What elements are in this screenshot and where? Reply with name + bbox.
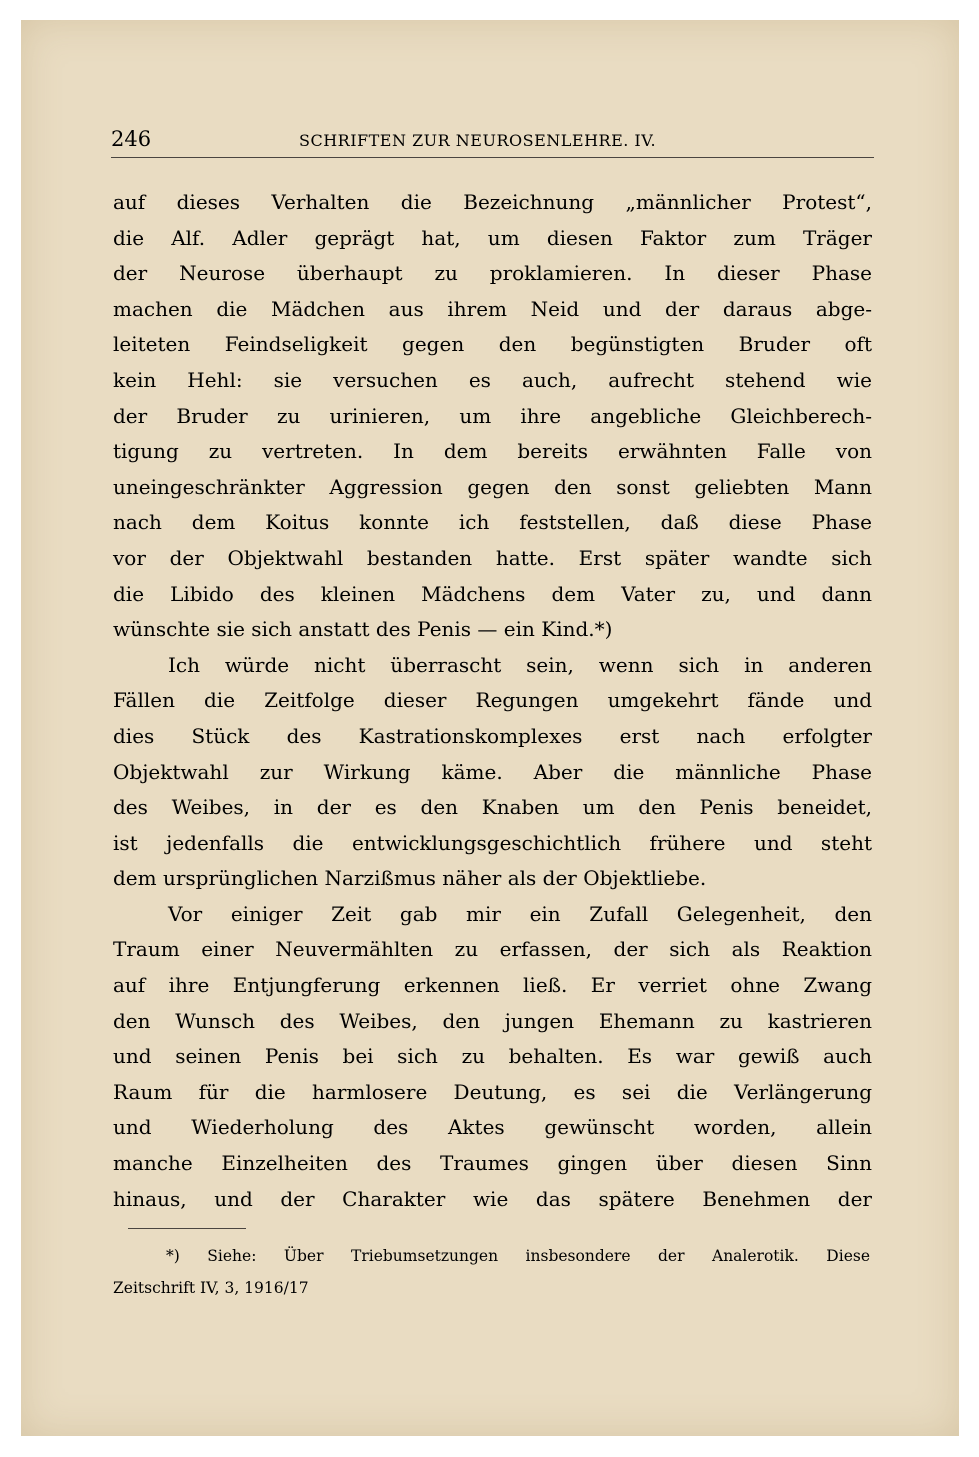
text-line: Raum für die harmlosere Deutung, es sei die Verlängerung [113,1079,872,1104]
text-line: kein Hehl: sie versuchen es auch, aufrecht stehend wie [113,367,872,392]
text-line: die Libido des kleinen Mädchens dem Vater zu, und dann [113,581,872,606]
text-line: machen die Mädchen aus ihrem Neid und der daraus abge- [113,296,872,321]
text-line: wünschte sie sich anstatt des Penis — ein Kind.*) [113,617,613,642]
text-line: der Bruder zu urinieren, um ihre angebliche Gleichberech- [113,403,872,428]
text-line: hinaus, und der Charakter wie das spätere Benehmen der [113,1186,872,1211]
text-line: Ich würde nicht überrascht sein, wenn sich in anderen [168,652,872,677]
text-line: und seinen Penis bei sich zu behalten. Es war gewiß auch [113,1044,872,1069]
footnote-line: Zeitschrift IV, 3, 1916/17 [113,1279,309,1297]
text-line: und Wiederholung des Aktes gewünscht worden, allein [113,1115,872,1140]
text-line: vor der Objektwahl bestanden hatte. Erst später wandte sich [113,545,872,570]
body-text [113,185,872,1217]
page-number: 246 [111,127,152,151]
text-line: dies Stück des Kastrationskomplexes erst nach erfolgter [113,723,872,748]
text-line: uneingeschränkter Aggression gegen den sonst geliebten Mann [113,474,872,499]
header-rule [111,157,874,158]
text-line: Fällen die Zeitfolge dieser Regungen umgekehrt fände und [113,688,872,713]
page-header [111,127,874,157]
footnote [113,1240,870,1304]
text-line: ist jedenfalls die entwicklungsgeschichtlich frühere und steht [113,830,872,855]
text-line: Traum einer Neuvermählten zu erfassen, der sich als Reaktion [113,937,872,962]
text-line: nach dem Koitus konnte ich feststellen, daß diese Phase [113,510,872,535]
text-line: tigung zu vertreten. In dem bereits erwähnten Falle von [113,439,872,464]
text-line: des Weibes, in der es den Knaben um den Penis beneidet, [113,795,872,820]
footnote-rule [128,1228,246,1229]
text-line: Vor einiger Zeit gab mir ein Zufall Gelegenheit, den [168,901,872,926]
text-line: den Wunsch des Weibes, den jungen Ehemann zu kastrieren [113,1008,872,1033]
text-line: die Alf. Adler geprägt hat, um diesen Faktor zum Träger [113,225,872,250]
text-line: der Neurose überhaupt zu proklamieren. In dieser Phase [113,261,872,286]
text-line: dem ursprünglichen Narzißmus näher als der Objektliebe. [113,866,707,891]
text-line: auf dieses Verhalten die Bezeichnung „männlicher Protest“, [113,190,872,214]
text-line: auf ihre Entjungferung erkennen ließ. Er verriet ohne Zwang [113,973,872,998]
text-line: manche Einzelheiten des Traumes gingen über diesen Sinn [113,1151,872,1176]
running-head: SCHRIFTEN ZUR NEUROSENLEHRE. IV. [299,131,657,150]
text-line: leiteten Feindseligkeit gegen den begünstigten Bruder oft [113,332,872,357]
footnote-line: *) Siehe: Über Triebumsetzungen insbesondere der Analerotik. Diese [166,1247,870,1265]
text-line: Objektwahl zur Wirkung käme. Aber die männliche Phase [113,759,872,784]
